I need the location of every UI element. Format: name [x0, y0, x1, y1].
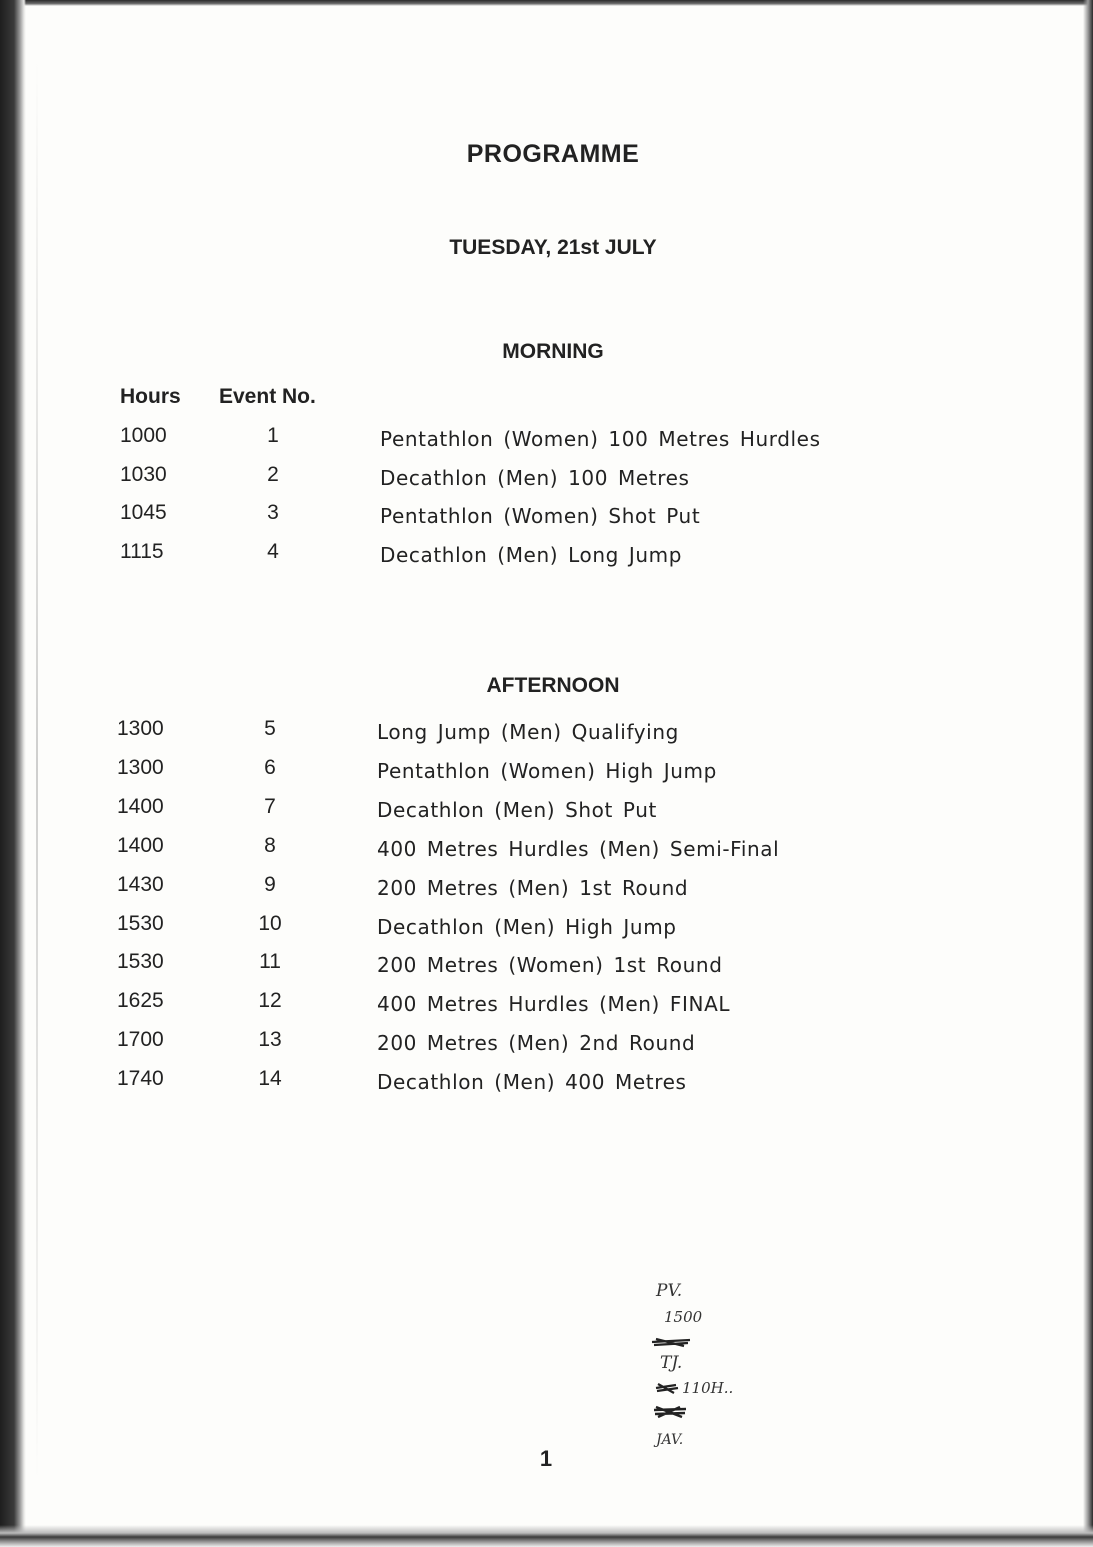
schedule-row — [120, 501, 1020, 531]
event-hours: 1700 — [117, 1028, 164, 1052]
schedule-row — [120, 463, 1020, 493]
event-description: Decathlon (Men) 400 Metres — [377, 1070, 687, 1095]
event-number: 2 — [267, 462, 279, 486]
event-hours: 1530 — [117, 911, 164, 935]
event-hours: 1530 — [117, 950, 164, 974]
event-hours: 1625 — [117, 989, 164, 1013]
event-number: 9 — [264, 872, 276, 896]
event-no-column-header: Event No. — [219, 385, 316, 408]
scribble-mark — [654, 1407, 686, 1417]
event-hours: 1300 — [117, 755, 164, 779]
event-number: 6 — [264, 755, 276, 779]
event-hours: 1400 — [117, 833, 164, 857]
event-description: 400 Metres Hurdles (Men) FINAL — [377, 992, 731, 1017]
scribble-mark — [652, 1339, 690, 1346]
event-number: 13 — [258, 1028, 282, 1052]
handwritten-note-text: TJ. — [660, 1353, 683, 1373]
schedule-row — [117, 834, 1017, 864]
morning-heading: MORNING — [502, 340, 604, 363]
schedule-row — [117, 795, 1017, 825]
event-hours: 1300 — [117, 717, 164, 740]
handwritten-notes — [648, 1276, 778, 1456]
afternoon-heading: AFTERNOON — [486, 674, 620, 697]
scan-edge-right — [1083, 0, 1093, 1547]
binding-fold — [36, 60, 38, 1480]
event-description: 200 Metres (Men) 2nd Round — [377, 1031, 696, 1056]
handwritten-note-text: 110H.. — [682, 1379, 734, 1397]
event-description: 200 Metres (Men) 1st Round — [377, 875, 689, 900]
date-heading: TUESDAY, 21st JULY — [449, 236, 657, 259]
event-description: Pentathlon (Women) Shot Put — [380, 504, 701, 529]
event-description: 400 Metres Hurdles (Men) Semi-Final — [377, 836, 780, 861]
handwritten-note — [655, 1281, 682, 1301]
event-hours: 1115 — [120, 540, 164, 564]
event-description: Decathlon (Men) High Jump — [377, 914, 677, 939]
schedule-row — [120, 540, 1020, 570]
event-number: 1 — [267, 424, 279, 447]
event-number: 10 — [258, 911, 282, 935]
hours-column-header: Hours — [120, 385, 181, 408]
scan-edge-bottom — [0, 1525, 1093, 1547]
event-number: 14 — [258, 1067, 282, 1091]
event-number: 3 — [267, 501, 279, 525]
event-description: Long Jump (Men) Qualifying — [377, 720, 679, 744]
schedule-row — [117, 989, 1017, 1019]
event-description: 200 Metres (Women) 1st Round — [377, 953, 723, 978]
handwritten-note-text: PV. — [656, 1281, 683, 1301]
event-description: Pentathlon (Women) 100 Metres Hurdles — [380, 427, 821, 451]
event-hours: 1740 — [117, 1067, 164, 1091]
event-number: 8 — [264, 833, 276, 857]
event-number: 5 — [264, 717, 276, 740]
handwritten-note — [664, 1308, 703, 1326]
handwritten-note-text: JAV. — [656, 1432, 684, 1448]
scan-edge-left — [0, 0, 26, 1547]
handwritten-note-text: 1500 — [664, 1308, 703, 1326]
handwritten-note — [682, 1379, 733, 1397]
event-description: Decathlon (Men) Long Jump — [380, 543, 683, 568]
event-hours: 1400 — [117, 794, 164, 818]
schedule-row — [117, 912, 1017, 942]
schedule-row — [117, 756, 1017, 786]
event-description: Decathlon (Men) 100 Metres — [380, 465, 690, 490]
scribble-mark — [656, 1384, 678, 1393]
schedule-row — [117, 1028, 1017, 1058]
event-hours: 1045 — [120, 501, 167, 525]
schedule-row — [120, 424, 1020, 454]
event-number: 4 — [267, 540, 279, 564]
schedule-row — [117, 1067, 1017, 1097]
event-hours: 1030 — [120, 462, 167, 486]
page-number: 1 — [539, 1446, 553, 1471]
scan-edge-top — [0, 0, 1093, 6]
event-number: 11 — [259, 950, 281, 974]
schedule-row — [117, 950, 1017, 980]
event-description: Decathlon (Men) Shot Put — [377, 797, 657, 822]
event-description: Pentathlon (Women) High Jump — [377, 758, 717, 783]
schedule-row — [117, 873, 1017, 903]
page-title: PROGRAMME — [466, 140, 640, 168]
handwritten-note — [660, 1353, 682, 1373]
event-number: 12 — [258, 989, 282, 1013]
event-hours: 1430 — [117, 872, 164, 896]
event-number: 7 — [264, 794, 276, 818]
event-hours: 1000 — [120, 424, 167, 447]
schedule-row — [117, 717, 1017, 747]
